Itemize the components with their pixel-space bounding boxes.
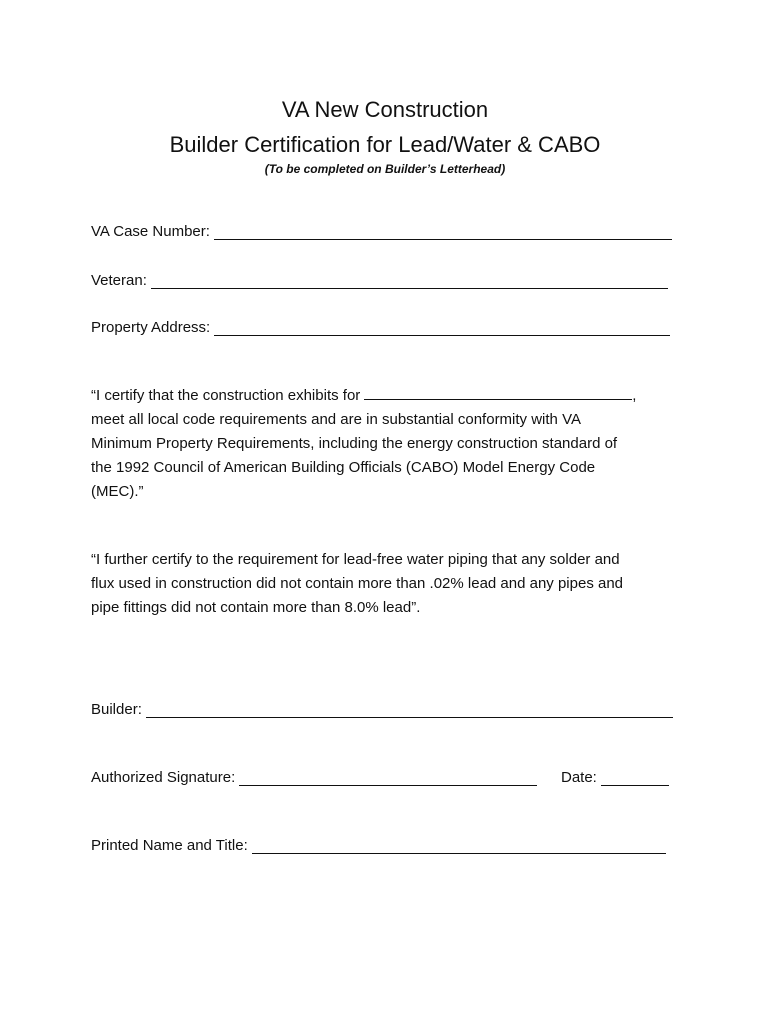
paragraph-2-line-2: flux used in construction did not contain more than .02% lead and any pipes and	[91, 575, 624, 592]
letterhead-instruction: (To be completed on Builder’s Letterhead)	[264, 162, 506, 176]
veteran-field	[91, 271, 668, 291]
date-field	[561, 768, 669, 788]
veteran-label: Veteran:	[91, 272, 147, 289]
property-address-label: Property Address:	[91, 319, 211, 336]
paragraph-1-line-3: Minimum Property Requirements, including the energy construction standard of	[91, 435, 618, 452]
va-case-number-field	[91, 222, 672, 242]
builder-field	[91, 700, 673, 720]
authorized-signature-input[interactable]	[239, 770, 537, 786]
printed-name-field	[91, 836, 666, 856]
veteran-input[interactable]	[151, 273, 668, 289]
printed-name-input[interactable]	[252, 838, 666, 854]
paragraph-1-line-1-comma: ,	[632, 387, 637, 404]
certification-paragraph-1	[91, 384, 683, 504]
paragraph-1-line-2: meet all local code requirements and are in substantial conformity with VA	[91, 411, 581, 428]
builder-label: Builder:	[91, 701, 142, 718]
printed-name-label: Printed Name and Title:	[91, 837, 248, 854]
document-title: VA New Construction	[281, 97, 489, 122]
date-label: Date:	[561, 769, 597, 786]
paragraph-2-line-3: pipe fittings did not contain more than 8.0% lead”.	[91, 599, 421, 616]
paragraph-1-line-1	[91, 384, 683, 408]
builder-input[interactable]	[146, 702, 673, 718]
va-case-number-input[interactable]	[214, 224, 672, 240]
construction-exhibits-input[interactable]	[364, 385, 632, 400]
document-subtitle-heading: Builder Certification for Lead/Water & CABO	[169, 132, 601, 157]
paragraph-1-line-1-text: “I certify that the construction exhibits for	[91, 387, 361, 404]
authorized-signature-field	[91, 768, 537, 788]
certification-paragraph-2	[91, 548, 683, 620]
paragraph-1-line-4: the 1992 Council of American Building Officials (CABO) Model Energy Code	[91, 459, 596, 476]
authorized-signature-label: Authorized Signature:	[91, 769, 236, 786]
property-address-input[interactable]	[214, 320, 670, 336]
property-address-field	[91, 318, 670, 338]
date-input[interactable]	[601, 770, 669, 786]
va-case-number-label: VA Case Number:	[91, 223, 210, 240]
paragraph-1-line-5: (MEC).”	[91, 483, 144, 500]
paragraph-2-line-1: “I further certify to the requirement for lead-free water piping that any solder and	[91, 551, 620, 568]
